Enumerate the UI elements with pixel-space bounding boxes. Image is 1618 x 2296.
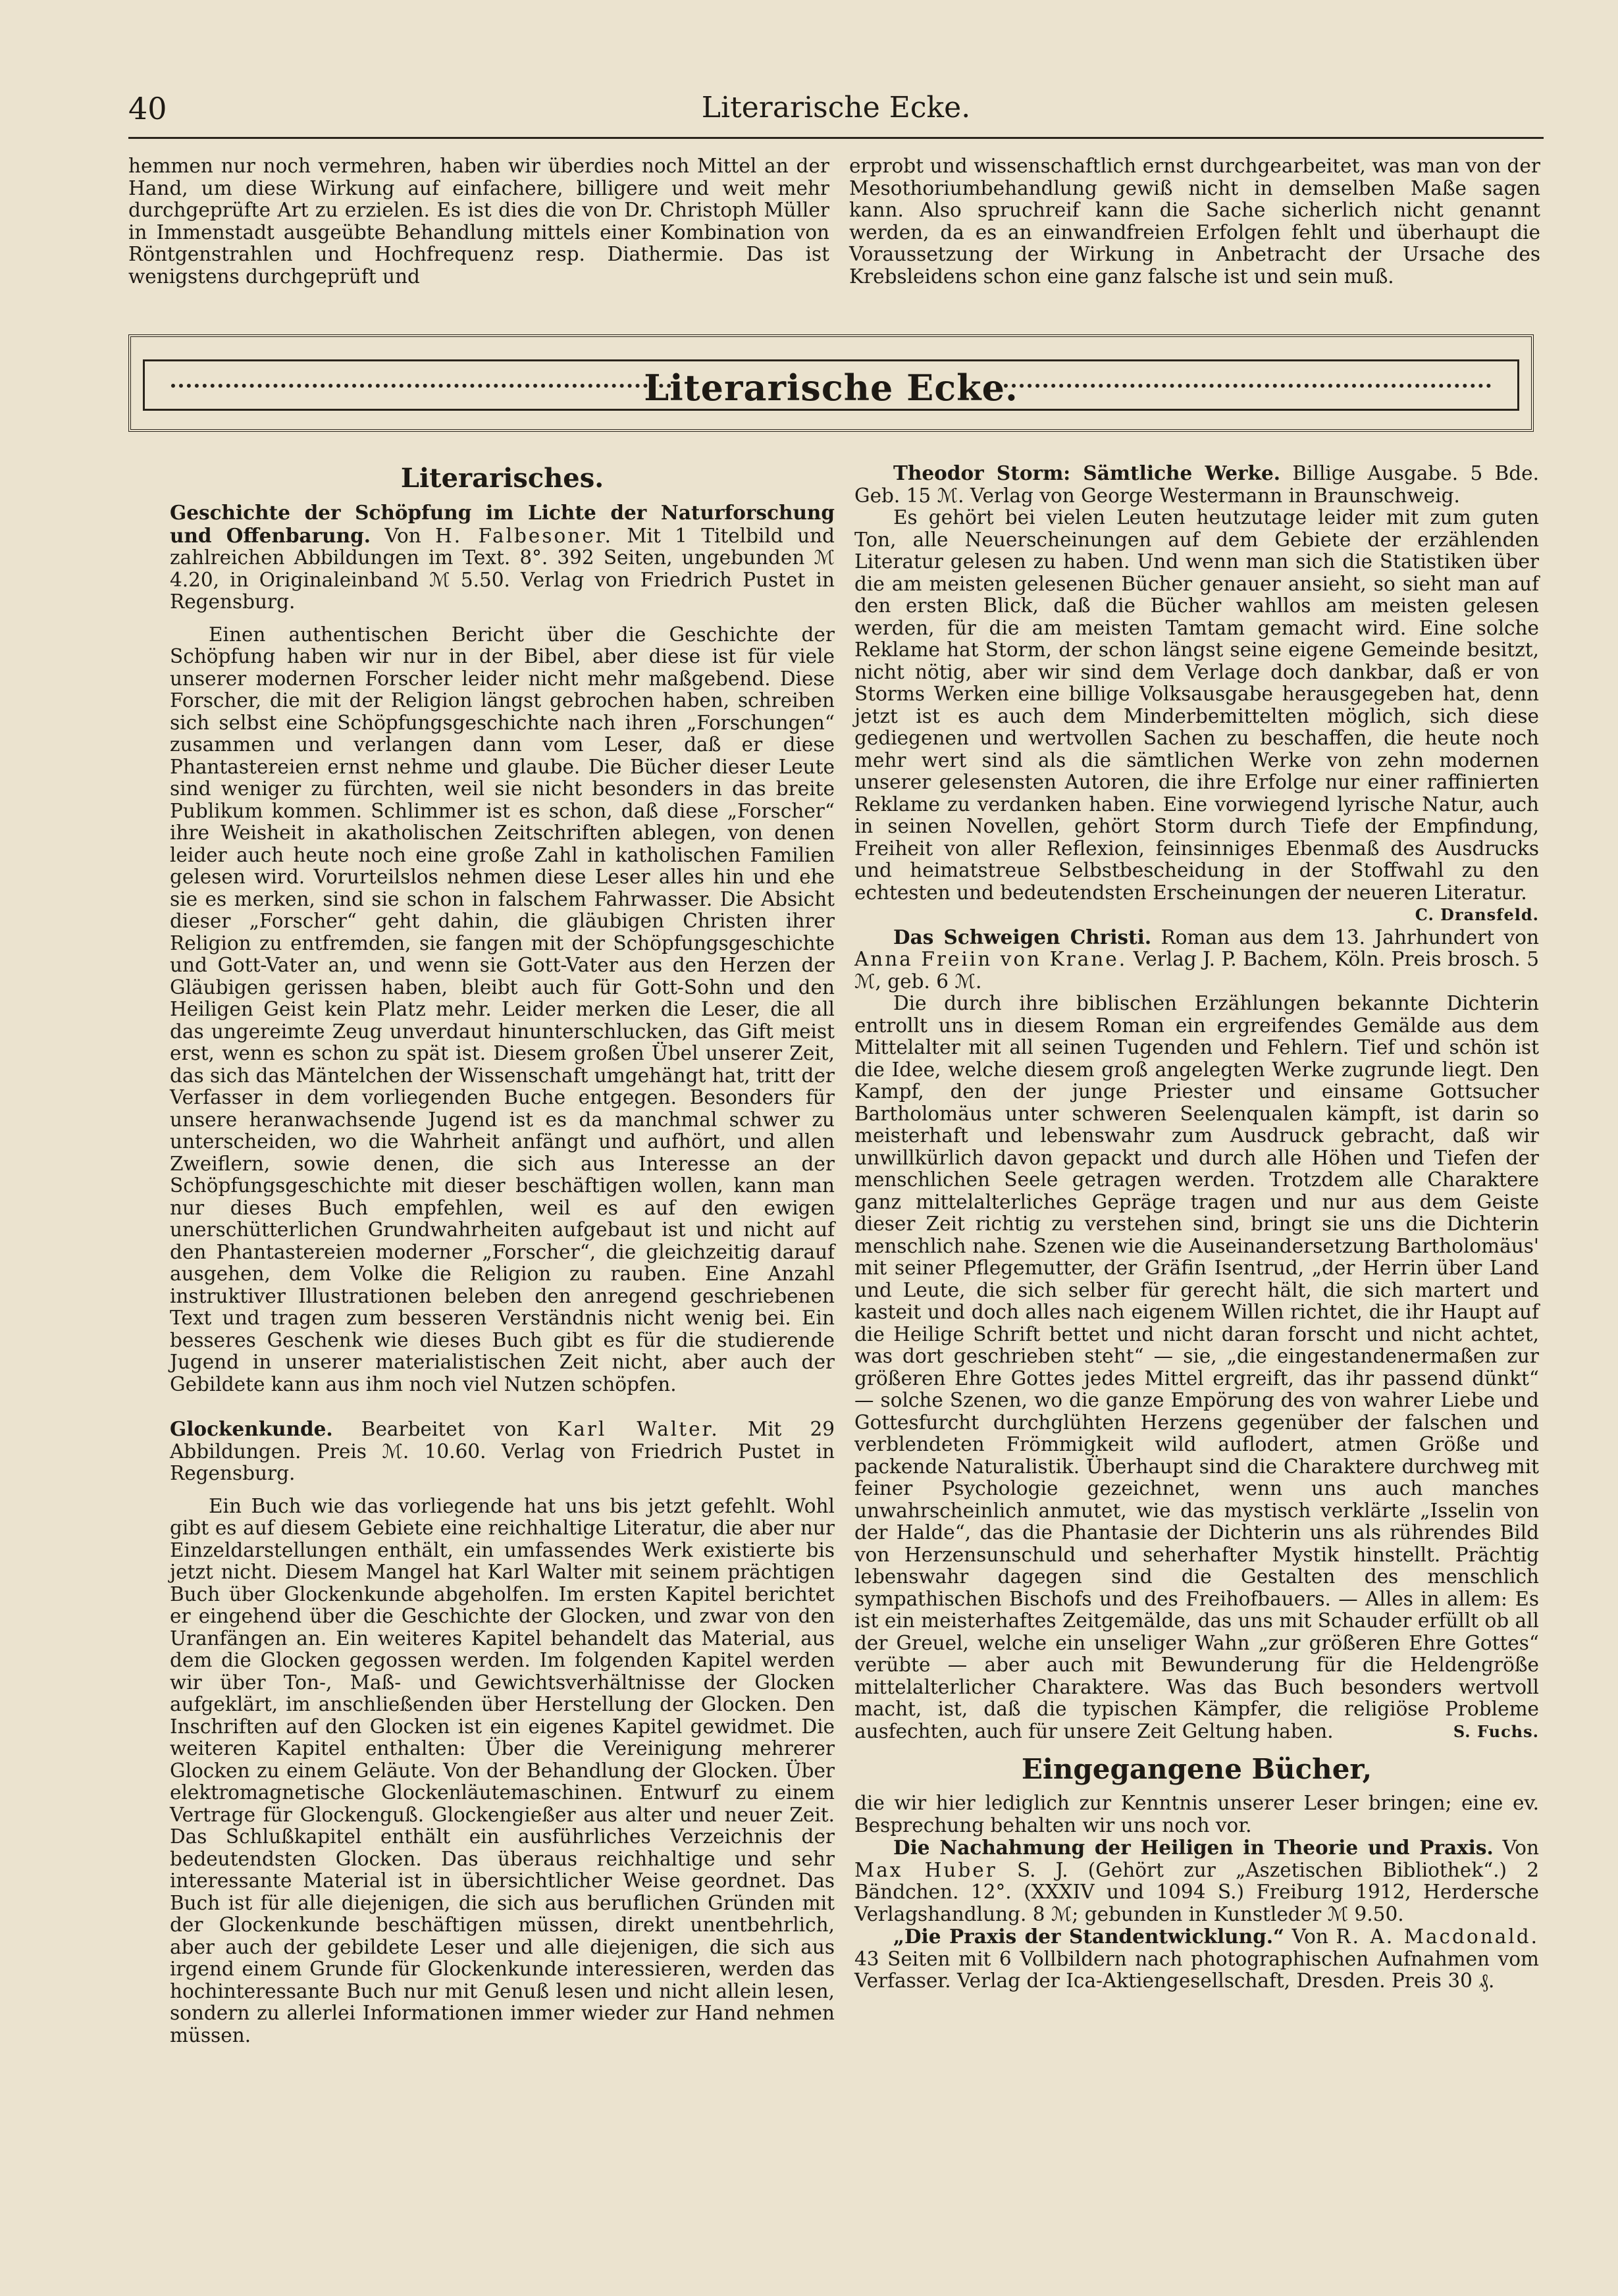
review-text: Es gehört bei vielen Leuten heutzutage leider mit zum guten Ton, alle Neuerscheinungen auf dem Gebiete der erzählenden Literatur gelesen zu haben. Und wenn man sich die Statistiken über die am meisten gelesenen Bücher genauer ansieht, so sieht man auf den ersten Blick, daß die Bücher wahllos am meisten gelesen werden, für die am meisten Tamtam gemacht wird. Eine solche Reklame hat Storm, der schon längst seine eigene Gemeinde besitzt, nicht nötig, aber wir sind dem Verlage doch dankbar, daß er von Storms Werken eine billige Volksausgabe herausgegeben hat, denn jetzt ist es auch dem Minderbemittelten möglich, sich diese gediegenen und wertvollen Sachen zu beschaffen, die heute noch mehr wert sind als die sämtlichen Werke von zehn modernen unserer gelesensten Autoren, die ihre Erfolge nur einer raffinierten Reklame zu verdanken haben. Eine vorwiegend lyrische Natur, auch in seinen Novellen, gehört Storm durch Tiefe der Empfindung, Freiheit von aller Reflexion, feinsinniges Ebenmaß des Ausdrucks und heimatstreue Selbstbescheidung in der Stoffwahl zu den echtesten und bedeutendsten Erscheinungen der neueren Literatur. xyxy=(854,506,1539,904)
book-author: Karl Walter. xyxy=(557,1418,719,1440)
book-title: Die Nachahmung der Heiligen in Theorie und Praxis. xyxy=(893,1836,1494,1859)
received-book-item xyxy=(854,1837,1539,1925)
banner-title: Literarische Ecke. xyxy=(644,367,1018,409)
continued-text-right: erprobt und wissenschaftlich ernst durchgearbeitet, was man von der Mesothoriumbehandlung gewiß nicht in demselben Maße sagen kann. Also spruchreif kann die Sache sicherlich nicht genannt werden, da es an einwandfreien Erfolgen fehlt und überhaupt die Voraussetzung der Wirkung in Anbetracht der Ursache des Krebsleidens schon eine ganz falsche ist und sein muß. xyxy=(849,155,1540,288)
page-header xyxy=(128,91,1544,139)
author-prefix: Von xyxy=(1292,1925,1328,1948)
page-number: 40 xyxy=(128,91,167,126)
received-book-item xyxy=(854,1925,1539,1993)
right-column xyxy=(854,462,1539,1993)
book-title: Theodor Storm: Sämtliche Werke. xyxy=(893,461,1281,484)
book-author: R. A. Macdonald. xyxy=(1336,1925,1539,1948)
book-details: S. J. (Gehört zur „Aszetischen Bibliothek“.) 2 Bändchen. 12°. (XXXIV und 1094 S.) Freiburg 1912, Herdersche Verlagshandlung. 8 ℳ; gebunden in Kunstleder ℳ 9.50. xyxy=(854,1858,1539,1925)
top-right-column xyxy=(849,155,1540,288)
section-banner xyxy=(128,334,1534,432)
book-author: Anna Freiin von Krane. xyxy=(854,948,1128,970)
book-details: Verlag J. P. Bachem, Köln. Preis brosch. 5 ℳ, geb. 6 ℳ. xyxy=(854,948,1539,993)
book-author: Max Huber xyxy=(854,1858,997,1881)
continued-text-left: hemmen nur noch vermehren, haben wir überdies noch Mittel an der Hand, um diese Wirkung auf einfachere, billigere und weit mehr durchgeprüfte Art zu erzielen. Es ist dies die von Dr. Christoph Müller in Immenstadt ausgeübte Behandlung mittels einer Kombination von Röntgenstrahlen und Hochfrequenz resp. Diathermie. Das ist wenigstens durchgeprüft und xyxy=(128,155,829,288)
author-prefix: Roman aus dem 13. Jahrhundert von xyxy=(1161,926,1539,949)
book-title: Geschichte der Schöpfung im Lichte der Naturforschung und Offenbarung. xyxy=(170,501,835,547)
top-left-column xyxy=(128,155,829,288)
author-prefix: Von xyxy=(384,524,421,547)
author-prefix: Von xyxy=(1502,1837,1539,1859)
reviewer-signature: S. Fuchs. xyxy=(1453,1721,1539,1741)
review-entry-header xyxy=(170,502,835,613)
book-details: Mit 1 Titelbild und zahlreichen Abbildungen im Text. 8°. 392 Seiten, ungebunden ℳ 4.20, in Originaleinband ℳ 5.50. Verlag von Friedrich Pustet in Regensburg. xyxy=(170,524,835,613)
book-title: Das Schweigen Christi. xyxy=(893,925,1152,949)
review-text: Die durch ihre biblischen Erzählungen bekannte Dichterin entrollt uns in diesem Roman ein ergreifendes Gemälde aus dem Mittelalter mit all seinen Tugenden und Fehlern. Tief und schön ist die Idee, welche diesem groß angelegten Werke zugrunde liegt. Den Kampf, den der junge Priester und einsame Gottsucher Bartholomäus unter schweren Seelenqualen kämpft, ist darin so meisterhaft und lebenswahr zum Ausdruck gebracht, daß wir unwillkürlich davon gepackt und durch alle Höhen und Tiefen der menschlichen Seele getragen werden. Trotzdem alle Charaktere ganz mittelalterliches Gepräge tragen und nur aus dem Geiste dieser Zeit richtig zu verstehen sind, bringt sie uns die Dichterin menschlich nahe. Szenen wie die Auseinandersetzung Bartholomäus' mit seiner Pflegemutter, der Gräfin Isentrud, „der Herrin über Land und Leute, die sich selber für gerecht hält, die sich martert und kasteit und doch alles nach eigenem Willen richtet, die ihr Haupt auf die Heilige Schrift bettet und nicht daran forscht und nicht achtet, was dort geschrieben steht“ — sie, „die eingestandenermaßen zur größeren Ehre Gottes jedes Mittel ergreift, das ihr passend dünkt“ — solche Szenen, wo die ganze Empörung des von wahrer Liebe und Gottesfurcht durchglühten Herzens gegenüber der falschen und verblendeten Frömmigkeit wild auflodert, atmen Größe und packende Naturalistik. Überhaupt sind die Charaktere durchweg mit feiner Psychologie gezeichnet, wenn uns auch manches unwahrscheinlich anmutet, wie das mystisch verklärte „Isselin von der Halde“, das die Phantasie der Dichterin uns als rührendes Bild von Herzensunschuld und seherhafter Mystik hinstellt. Prächtig lebenswahr dagegen sind die Gestalten des menschlich sympathischen Bischofs und des Freihofbauers. — Alles in allem: Es ist ein meisterhaftes Zeitgemälde, das uns mit Schauder erfüllt ob all der Greuel, welche ein unseliger Wahn „zur größeren Ehre Gottes“ verübte — aber auch mit Bewunderung für die Heldengröße mittelalterlicher Charaktere. Was das Buch besonders wertvoll macht, ist, daß die typischen Kämpfer, die religiöse Probleme ausfechten, auch für unsere Zeit Geltung haben. xyxy=(854,992,1539,1742)
running-title: Literarische Ecke. xyxy=(701,91,971,124)
book-details: Billige Ausgabe. 5 Bde. Geb. 15 ℳ. Verlag von George Westermann in Braunschweig. xyxy=(854,462,1539,507)
review-entry-header xyxy=(854,462,1539,507)
section-title: Literarisches. xyxy=(400,463,604,494)
review-body xyxy=(854,993,1539,1742)
author-prefix: Bearbeitet von xyxy=(361,1418,529,1440)
review-body: Ein Buch wie das vorliegende hat uns bis jetzt gefehlt. Wohl gibt es auf diesem Gebiete eine reichhaltige Literatur, die aber nur Einzeldarstellungen enthält, ein umfassendes Werk existierte bis jetzt nicht. Diesem Mangel hat Karl Walter mit seinem prächtigen Buch über Glockenkunde abgeholfen. Im ersten Kapitel berichtet er eingehend über die Geschichte der Glocken, und zwar von den Uranfängen an. Ein weiteres Kapitel behandelt das Material, aus dem die Glocken gegossen werden. Im folgenden Kapitel werden wir über Ton-, Maß- und Gewichtsverhältnisse der Glocken aufgeklärt, im anschließenden über Herstellung der Glocken. Den Inschriften auf den Glocken ist ein eigenes Kapitel gewidmet. Die weiteren Kapitel enthalten: Über die Vereinigung mehrerer Glocken zu einem Geläute. Von der Behandlung der Glocken. Über elektromagnetische Glockenläutemaschinen. Entwurf zu einem Vertrage für Glockenguß. Glockengießer aus alter und neuer Zeit. Das Schlußkapitel enthält ein ausführliches Verzeichnis der bedeutendsten Glocken. Das überaus reichhaltige und sehr interessante Material ist in übersichtlicher Weise geordnet. Das Buch ist für alle diejenigen, die sich aus beruflichen Gründen mit der Glockenkunde beschäftigen müssen, direkt unentbehrlich, aber auch der gebildete Leser und alle diejenigen, die sich aus irgend einem Grunde für Glockenkunde interessieren, werden das hochinteressante Buch nur mit Genuß lesen und nicht allein lesen, sondern zu allerlei Informationen immer wieder zur Hand nehmen müssen. xyxy=(170,1494,835,2047)
book-title: Glockenkunde. xyxy=(170,1417,333,1440)
review-entry-header xyxy=(170,1418,835,1485)
review-entry-header xyxy=(854,926,1539,993)
left-column xyxy=(170,462,835,2047)
book-details: Mit 29 Abbildungen. Preis ℳ. 10.60. Verlag von Friedrich Pustet in Regensburg. xyxy=(170,1418,835,1484)
book-details: 43 Seiten mit 6 Vollbildern nach photographischen Aufnahmen vom Verfasser. Verlag der Ica-Aktiengesellschaft, Dresden. Preis 30 ₰. xyxy=(854,1947,1539,1992)
book-author: H. Falbesoner. xyxy=(435,524,613,547)
reviewer-signature: C. Dransfeld. xyxy=(1415,905,1539,924)
received-books-intro: die wir hier lediglich zur Kenntnis unserer Leser bringen; eine ev. Besprechung behalten wir uns noch vor. xyxy=(854,1792,1539,1837)
banner-inner-frame xyxy=(143,359,1519,411)
book-title: „Die Praxis der Standentwicklung.“ xyxy=(893,1925,1284,1948)
review-body: Einen authentischen Bericht über die Geschichte der Schöpfung haben wir nur in der Bibel, aber diese ist für viele unserer modernen Forscher leider nicht mehr maßgebend. Diese Forscher, die mit der Religion längst gebrochen haben, schreiben sich selbst eine Schöpfungsgeschichte nach ihren „Forschungen“ zusammen und verlangen dann vom Leser, daß er diese Phantastereien ernst nehme und glaube. Die Bücher dieser Leute sind weniger zu fürchten, weil sie nicht besonders in das breite Publikum kommen. Schlimmer ist es schon, daß diese „Forscher“ ihre Weisheit in akatholischen Zeitschriften ablegen, von denen leider auch heute noch eine große Zahl in katholischen Familien gelesen wird. Vorurteilslos nehmen diese Leser alles hin und ehe sie es merken, sind sie schon in falschem Fahrwasser. Die Absicht dieser „Forscher“ geht dahin, die gläubigen Christen ihrer Religion zu entfremden, sie fangen mit der Schöpfungsgeschichte und Gott-Vater an, und wenn sie Gott-Vater aus den Herzen der Gläubigen gerissen haben, bleibt auch für Gott-Sohn und den Heiligen Geist kein Platz mehr. Leider merken die Leser, die all das ungereimte Zeug unverdaut hinunterschlucken, das Gift meist erst, wenn es schon zu spät ist. Diesem großen Übel unserer Zeit, das sich das Mäntelchen der Wissenschaft umgehängt hat, tritt der Verfasser in dem vorliegenden Buche entgegen. Besonders für unsere heranwachsende Jugend ist es da manchmal schwer zu unterscheiden, wo die Wahrheit anfängt und aufhört, und allen Zweiflern, sowie denen, die sich aus Interesse an der Schöpfungsgeschichte mit dieser beschäftigen wollen, kann man nur dieses Buch empfehlen, weil es auf den ewigen unerschütterlichen Grundwahrheiten aufgebaut ist und nicht auf den Phantastereien moderner „Forscher“, die gleichzeitig darauf ausgehen, dem Volke die Religion zu rauben. Eine Anzahl instruktiver Illustrationen beleben den anregend geschriebenen Text und tragen zum besseren Verständnis nicht wenig bei. Ein besseres Geschenk wie dieses Buch gibt es für die studierende Jugend in unserer materialistischen Zeit nicht, aber auch der Gebildete kann aus ihm noch viel Nutzen schöpfen. xyxy=(170,623,835,1396)
received-books-title: Eingegangene Bücher, xyxy=(1021,1753,1372,1785)
review-body xyxy=(854,506,1539,924)
